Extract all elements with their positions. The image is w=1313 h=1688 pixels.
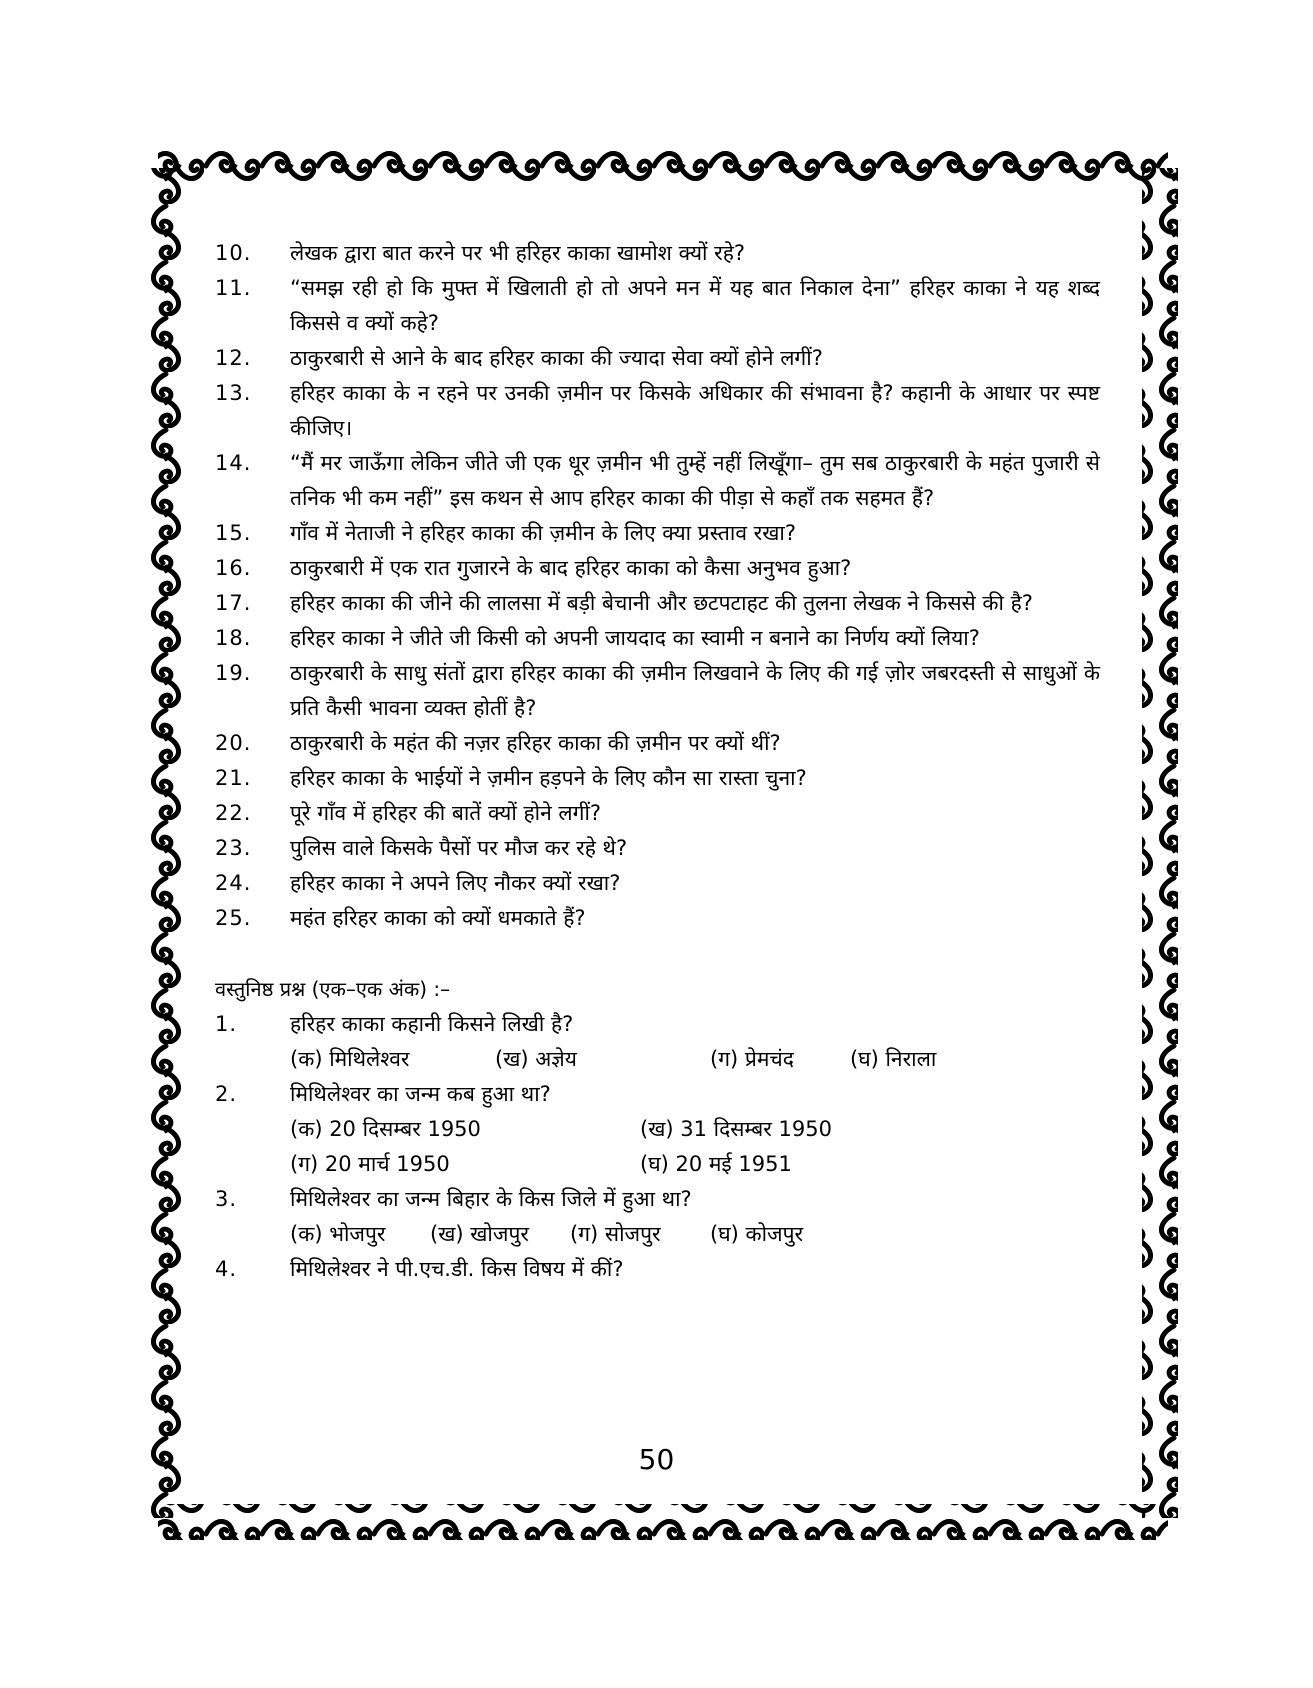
option: (ख) खोजपुर	[430, 1222, 529, 1246]
question-list	[215, 236, 1100, 1287]
question-14: 14. “मैं मर जाऊँगा लेकिन जीते जी एक धूर ज़मीन भी तुम्हें नहीं लिखूँगा– तुम सब ठाकुरबारी के महंत पुजारी से तनिक भी कम नहीं” इस कथन से आप हरिहर काका की पीड़ा से कहाँ तक सहमत हैं?	[215, 451, 1100, 510]
question-22: 22. पूरे गाँव में हरिहर की बातें क्यों होने लगीं?	[215, 801, 602, 825]
option: (घ) 20 मई 1951	[640, 1152, 792, 1176]
objective-question-3: 3. मिथिलेश्वर का जन्म बिहार के किस जिले में हुआ था?	[215, 1187, 692, 1211]
question-12: 12. ठाकुरबारी से आने के बाद हरिहर काका की ज्यादा सेवा क्यों होने लगीं?	[215, 346, 823, 370]
question-25: 25. महंत हरिहर काका को क्यों धमकाते हैं?	[215, 906, 586, 930]
objective-options-1	[290, 1042, 1100, 1077]
question-15: 15. गाँव में नेताजी ने हरिहर काका की ज़मीन के लिए क्या प्रस्ताव रखा?	[215, 521, 797, 545]
question-19: 19. ठाकुरबारी के साधु संतों द्वारा हरिहर काका की ज़मीन लिखवाने के लिए की गई ज़ोर जबरदस्ती से साधुओं के प्रति कैसी भावना व्यक्त होतीं है?	[215, 661, 1100, 720]
objective-question-1: 1. हरिहर काका कहानी किसने लिखी है?	[215, 1012, 574, 1036]
option: (ग) प्रेमचंद	[710, 1047, 794, 1071]
option: (क) मिथिलेश्वर	[290, 1047, 410, 1071]
option: (घ) निराला	[850, 1047, 937, 1071]
option: (घ) कोजपुर	[710, 1222, 804, 1246]
question-13: 13. हरिहर काका के न रहने पर उनकी ज़मीन पर किसके अधिकार की संभावना है? कहानी के आधार पर स्पष्ट कीजिए।	[215, 381, 1100, 440]
question-16: 16. ठाकुरबारी में एक रात गुजारने के बाद हरिहर काका को कैसा अनुभव हुआ?	[215, 556, 852, 580]
objective-question-4: 4. मिथिलेश्वर ने पी.एच.डी. किस विषय में कीं?	[215, 1257, 624, 1281]
question-18: 18. हरिहर काका ने जीते जी किसी को अपनी जायदाद का स्वामी न बनाने का निर्णय क्यों लिया?	[215, 626, 980, 650]
question-20: 20. ठाकुरबारी के महंत की नज़र हरिहर काका की ज़मीन पर क्यों थीं?	[215, 731, 781, 755]
objective-question-2: 2. मिथिलेश्वर का जन्म कब हुआ था?	[215, 1082, 551, 1106]
question-10: 10. लेखक द्वारा बात करने पर भी हरिहर काका खामोश क्यों रहे?	[215, 241, 746, 265]
top-border	[158, 148, 1168, 184]
question-21: 21. हरिहर काका के भाईयों ने ज़मीन हड़पने के लिए कौन सा रास्ता चुना?	[215, 766, 807, 790]
objective-options-2b	[290, 1147, 1100, 1182]
question-11: 11. “समझ रही हो कि मुफ्त में खिलाती हो तो अपने मन में यह बात निकाल देना” हरिहर काका ने यह शब्द किससे व क्यों कहे?	[215, 276, 1100, 335]
page-number: 50	[638, 1443, 675, 1476]
option: (ग) सोजपुर	[570, 1222, 661, 1246]
option: (क) भोजपुर	[290, 1222, 386, 1246]
option: (ग) 20 मार्च 1950	[290, 1152, 450, 1176]
objective-options-3	[290, 1217, 1100, 1252]
objective-section-title: वस्तुनिष्ठ प्रश्न (एक–एक अंक) :–	[215, 977, 451, 1001]
question-17: 17. हरिहर काका की जीने की लालसा में बड़ी बेचानी और छटपटाहट की तुलना लेखक ने किससे की है?	[215, 591, 1033, 615]
option: (ख) अज्ञेय	[495, 1047, 577, 1071]
bottom-border	[158, 1504, 1168, 1540]
option: (क) 20 दिसम्बर 1950	[290, 1117, 481, 1141]
option: (ख) 31 दिसम्बर 1950	[640, 1117, 832, 1141]
objective-options-2a	[290, 1112, 1100, 1147]
question-23: 23. पुलिस वाले किसके पैसों पर मौज कर रहे थे?	[215, 836, 628, 860]
right-border	[1142, 168, 1178, 1518]
left-border	[148, 168, 184, 1518]
question-24: 24. हरिहर काका ने अपने लिए नौकर क्यों रखा?	[215, 871, 621, 895]
